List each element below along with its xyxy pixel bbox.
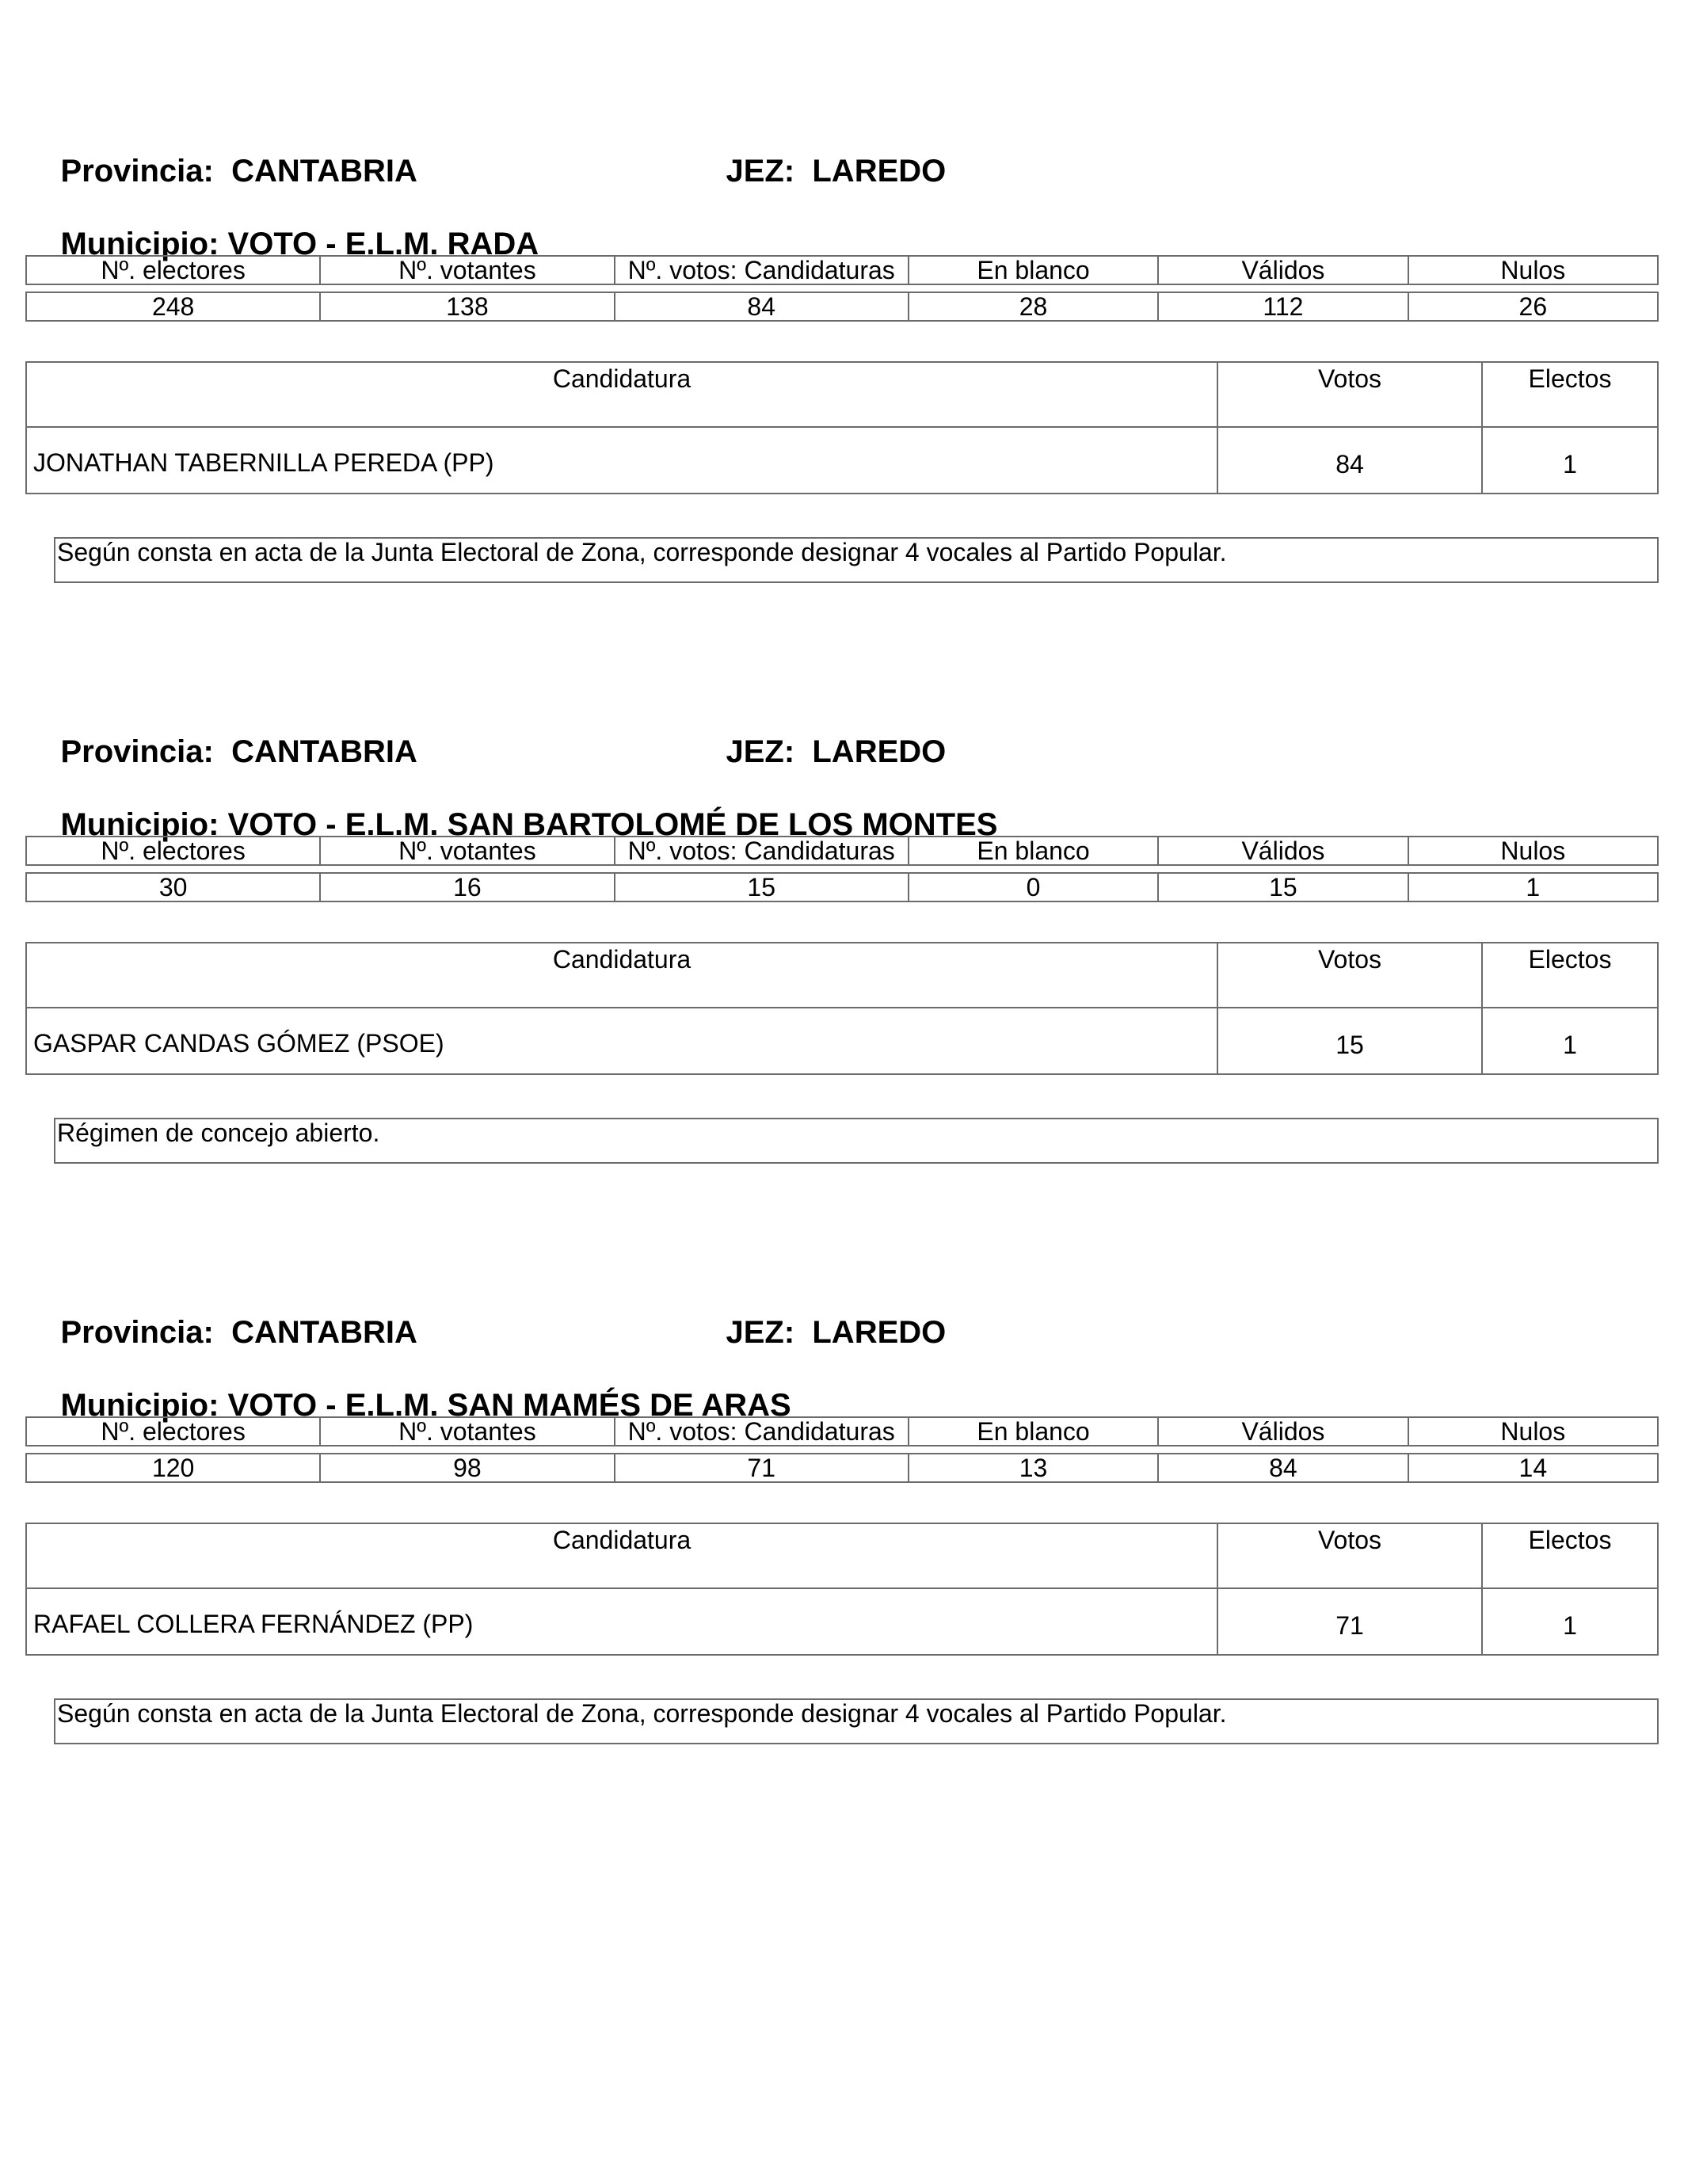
note-box: Según consta en acta de la Junta Electoral de Zona, corresponde designar 4 vocales al Partido Popular.	[54, 537, 1659, 583]
stats-value-row	[25, 1453, 1659, 1483]
stats-table	[25, 255, 1659, 322]
stats-header-nulos: Nulos	[1500, 837, 1566, 864]
municipio-value: VOTO - E.L.M. RADA	[227, 227, 539, 261]
stats-value-row	[25, 292, 1659, 322]
stats-value-electores: 30	[27, 874, 321, 901]
stats-value-electores: 120	[27, 1454, 321, 1481]
jez-label: JEZ:	[726, 734, 795, 769]
note-box: Régimen de concejo abierto.	[54, 1118, 1659, 1164]
municipio-label: Municipio:	[60, 807, 219, 842]
jez-line	[691, 114, 946, 228]
stats-header-row	[25, 255, 1659, 285]
provincia-label: Provincia:	[60, 1315, 214, 1350]
stats-table	[25, 836, 1659, 902]
stats-value-blanco: 13	[909, 1454, 1159, 1481]
stats-header-row	[25, 1416, 1659, 1446]
jez-value: LAREDO	[812, 1315, 947, 1350]
candidatura-table	[25, 942, 1659, 1075]
candidatura-header-row	[27, 363, 1657, 428]
stats-value-candidaturas: 71	[615, 1454, 909, 1481]
jez-label: JEZ:	[726, 154, 795, 189]
stats-header-blanco: En blanco	[909, 257, 1159, 284]
stats-header-votantes: Nº. votantes	[321, 257, 615, 284]
municipio-label: Municipio:	[60, 227, 219, 261]
stats-table	[25, 1416, 1659, 1483]
municipio-label: Municipio:	[60, 1388, 219, 1423]
candidate-name: JONATHAN TABERNILLA PEREDA (PP)	[27, 428, 1218, 493]
stats-header-candidaturas: Nº. votos: Candidaturas	[615, 837, 909, 864]
municipio-value: VOTO - E.L.M. SAN BARTOLOMÉ DE LOS MONTES	[227, 807, 998, 842]
jez-label: JEZ:	[726, 1315, 795, 1350]
candidate-row	[27, 428, 1657, 493]
stats-value-nulos: 14	[1518, 1454, 1548, 1481]
stats-header-votantes: Nº. votantes	[321, 837, 615, 864]
electos-header: Electos	[1528, 945, 1612, 974]
provincia-label: Provincia:	[60, 154, 214, 189]
provincia-label: Provincia:	[60, 734, 214, 769]
stats-header-blanco: En blanco	[909, 1418, 1159, 1445]
candidate-name: RAFAEL COLLERA FERNÁNDEZ (PP)	[27, 1589, 1218, 1654]
jez-value: LAREDO	[812, 734, 947, 769]
candidatura-header-row	[27, 1524, 1657, 1589]
candidatura-header-row	[27, 943, 1657, 1008]
stats-value-votantes: 138	[321, 293, 615, 320]
provincia-value: CANTABRIA	[231, 734, 417, 769]
candidatura-header: Candidatura	[27, 943, 1218, 1007]
candidate-votos: 15	[1218, 1008, 1483, 1073]
stats-header-candidaturas: Nº. votos: Candidaturas	[615, 1418, 909, 1445]
stats-value-votantes: 16	[321, 874, 615, 901]
stats-header-row	[25, 836, 1659, 866]
note-box: Según consta en acta de la Junta Electoral de Zona, corresponde designar 4 vocales al Partido Popular.	[54, 1698, 1659, 1744]
candidate-name: GASPAR CANDAS GÓMEZ (PSOE)	[27, 1008, 1218, 1073]
votos-header: Votos	[1218, 363, 1483, 426]
candidate-electos: 1	[1563, 1031, 1577, 1059]
stats-header-blanco: En blanco	[909, 837, 1159, 864]
stats-header-nulos: Nulos	[1500, 257, 1566, 284]
stats-value-blanco: 0	[909, 874, 1159, 901]
stats-header-electores: Nº. electores	[27, 837, 321, 864]
stats-value-validos: 112	[1159, 293, 1408, 320]
candidate-electos: 1	[1563, 1611, 1577, 1640]
stats-header-electores: Nº. electores	[27, 1418, 321, 1445]
stats-header-electores: Nº. electores	[27, 257, 321, 284]
stats-value-nulos: 1	[1526, 874, 1541, 901]
candidatura-header: Candidatura	[27, 1524, 1218, 1587]
stats-value-votantes: 98	[321, 1454, 615, 1481]
candidate-votos: 84	[1218, 428, 1483, 493]
candidate-row	[27, 1589, 1657, 1654]
candidate-electos: 1	[1563, 450, 1577, 478]
provincia-value: CANTABRIA	[231, 1315, 417, 1350]
stats-value-validos: 15	[1159, 874, 1408, 901]
candidate-votos: 71	[1218, 1589, 1483, 1654]
stats-header-votantes: Nº. votantes	[321, 1418, 615, 1445]
electos-header: Electos	[1528, 1526, 1612, 1554]
stats-header-candidaturas: Nº. votos: Candidaturas	[615, 257, 909, 284]
provincia-value: CANTABRIA	[231, 154, 417, 189]
stats-header-validos: Válidos	[1159, 837, 1408, 864]
stats-header-nulos: Nulos	[1500, 1418, 1566, 1445]
stats-header-validos: Válidos	[1159, 257, 1408, 284]
stats-value-nulos: 26	[1518, 293, 1548, 320]
municipio-value: VOTO - E.L.M. SAN MAMÉS DE ARAS	[227, 1388, 791, 1423]
stats-value-electores: 248	[27, 293, 321, 320]
stats-header-validos: Válidos	[1159, 1418, 1408, 1445]
jez-value: LAREDO	[812, 154, 947, 189]
stats-value-candidaturas: 15	[615, 874, 909, 901]
votos-header: Votos	[1218, 943, 1483, 1007]
candidate-row	[27, 1008, 1657, 1073]
stats-value-validos: 84	[1159, 1454, 1408, 1481]
votos-header: Votos	[1218, 1524, 1483, 1587]
candidatura-table	[25, 1523, 1659, 1656]
electos-header: Electos	[1528, 364, 1612, 393]
stats-value-candidaturas: 84	[615, 293, 909, 320]
stats-value-row	[25, 872, 1659, 902]
candidatura-table	[25, 361, 1659, 494]
stats-value-blanco: 28	[909, 293, 1159, 320]
candidatura-header: Candidatura	[27, 363, 1218, 426]
